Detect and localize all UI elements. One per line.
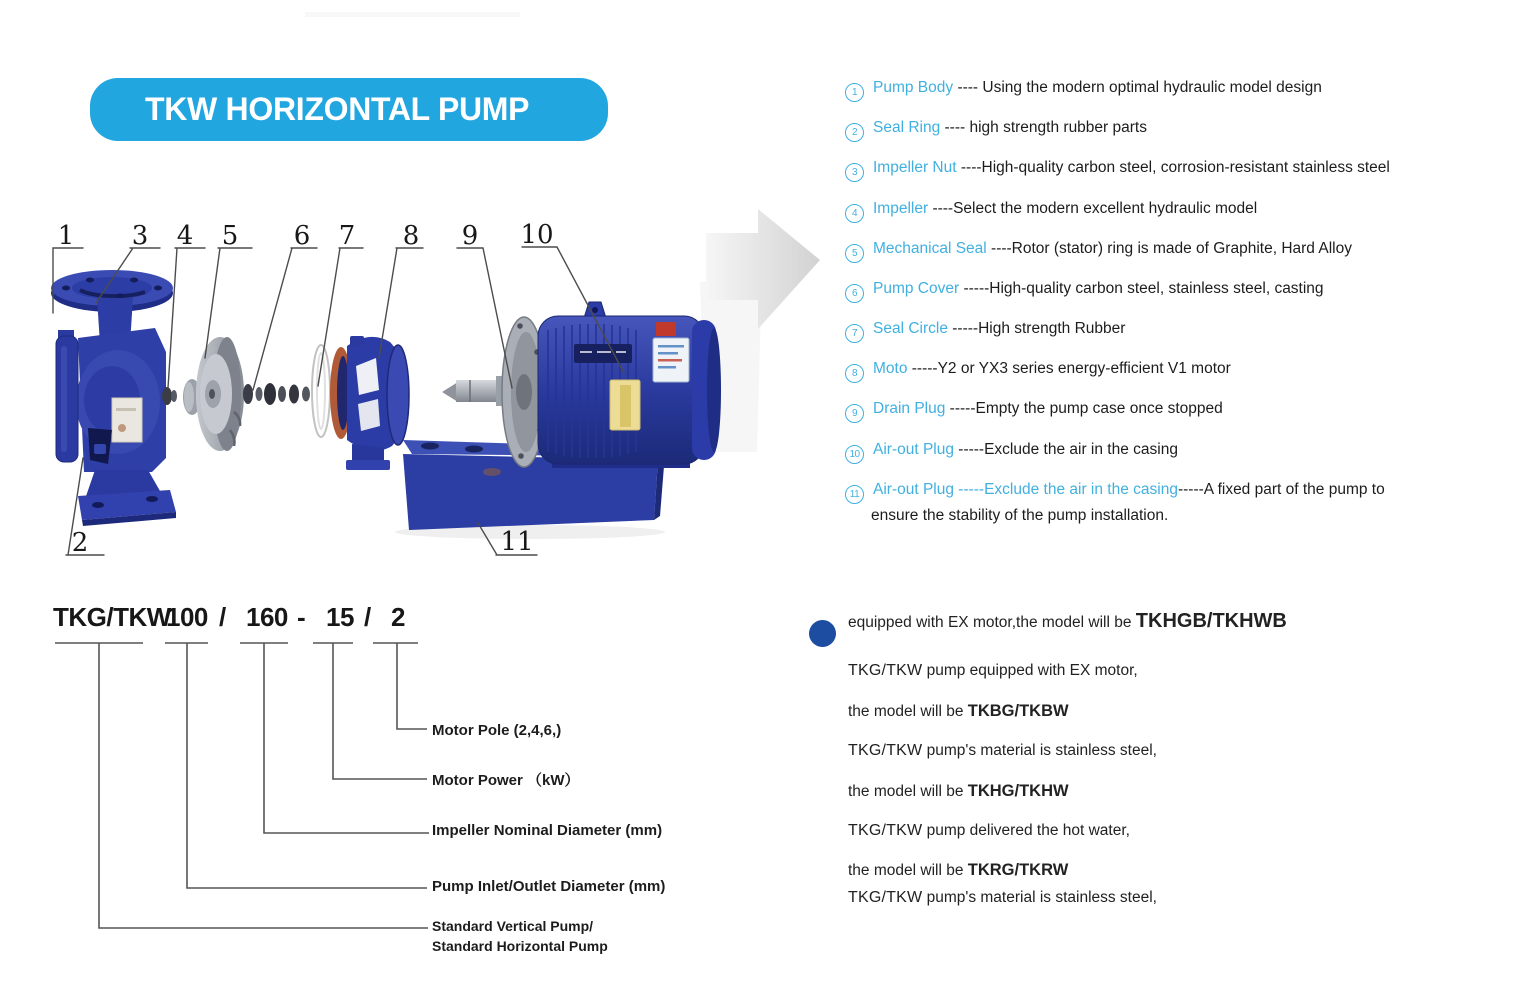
callout-3: 3 xyxy=(131,221,149,251)
bullet-dot xyxy=(809,620,836,647)
part-number-badge: 9 xyxy=(845,404,864,423)
note-line-3: TKG/TKW pump's material is stainless steel, xyxy=(848,742,1157,759)
model-token-slash2: / xyxy=(364,602,371,632)
model-code-connector-lines xyxy=(0,600,470,990)
part-name: Air-out Plug xyxy=(873,441,954,458)
model-token-impeller: 160 xyxy=(246,602,288,632)
callout-1: 1 xyxy=(57,221,75,251)
part-name: Mechanical Seal xyxy=(873,240,987,257)
part-name: Moto xyxy=(873,360,908,377)
model-label-inlet: Pump Inlet/Outlet Diameter (mm) xyxy=(432,878,666,895)
part-number-badge: 6 xyxy=(845,284,864,303)
part-number-badge: 7 xyxy=(845,324,864,343)
note-line-8: equipped with EX motor,the model will be TKHGB/TKHWB xyxy=(848,610,1287,632)
part-row-3 xyxy=(845,158,1390,182)
callout-5: 5 xyxy=(221,221,239,251)
mechanical-seal-parts xyxy=(243,383,310,405)
note-line-4: the model will be TKHG/TKHW xyxy=(848,782,1069,800)
title-banner xyxy=(90,78,608,141)
model-token-power: 15 xyxy=(326,602,354,632)
model-token-inlet: 100 xyxy=(166,602,208,632)
note-line-6: the model will be TKRG/TKRW xyxy=(848,861,1069,879)
part-number-badge: 11 xyxy=(845,485,864,504)
note-line-2: the model will be TKBG/TKBW xyxy=(848,702,1069,720)
part-desc-line2: ensure the stability of the pump installation. xyxy=(871,507,1169,524)
part-row-8 xyxy=(845,359,1231,383)
part-row-1 xyxy=(845,78,1322,102)
callout-2: 2 xyxy=(71,528,89,558)
motor-red-tag xyxy=(656,322,676,336)
note-line-1: TKG/TKW pump equipped with EX motor, xyxy=(848,662,1138,679)
impeller-nut xyxy=(162,387,177,405)
motor xyxy=(502,302,721,468)
seal-ring xyxy=(312,345,330,437)
part-name: Impeller xyxy=(873,200,929,217)
note-line-5: TKG/TKW pump delivered the hot water, xyxy=(848,822,1130,839)
model-token-series: TKG/TKW xyxy=(53,602,171,632)
part-desc: ----High-quality carbon steel, corrosion-resistant stainless steel xyxy=(956,159,1390,176)
callout-9: 9 xyxy=(461,221,479,251)
callout-8: 8 xyxy=(402,221,420,251)
model-label-series-line2: Standard Horizontal Pump xyxy=(432,938,608,954)
part-name: Impeller Nut xyxy=(873,159,957,176)
part-desc: -----Empty the pump case once stopped xyxy=(945,400,1223,417)
part-row-7 xyxy=(845,319,1125,343)
part-number-badge: 4 xyxy=(845,204,864,223)
part-desc: ---- Using the modern optimal hydraulic model design xyxy=(953,79,1322,96)
part-row-5 xyxy=(845,239,1352,263)
part-row-2 xyxy=(845,118,1147,142)
model-token-pole: 2 xyxy=(391,602,405,632)
part-desc: ----Select the modern excellent hydraulic model xyxy=(928,200,1258,217)
part-row-6 xyxy=(845,279,1324,303)
callout-7: 7 xyxy=(338,221,356,251)
callout-11: 11 xyxy=(500,527,534,557)
part-name: Pump Body xyxy=(873,79,954,96)
callout-10: 10 xyxy=(520,220,554,250)
callout-4: 4 xyxy=(176,221,194,251)
part-row-11 xyxy=(845,480,1385,526)
part-desc: ----Rotor (stator) ring is made of Graphite, Hard Alloy xyxy=(986,240,1352,257)
pump-body xyxy=(51,270,176,526)
callout-6: 6 xyxy=(293,221,311,251)
model-token-dash: - xyxy=(297,602,306,632)
pump-cover xyxy=(330,336,409,470)
part-number-badge: 2 xyxy=(845,123,864,142)
parts-list xyxy=(845,70,1505,540)
scan-artifact-line xyxy=(305,12,520,17)
part-desc: ---- high strength rubber parts xyxy=(940,119,1147,136)
note-line-7: TKG/TKW pump's material is stainless steel, xyxy=(848,889,1157,906)
part-name: Seal Circle xyxy=(873,320,948,337)
part-number-badge: 5 xyxy=(845,244,864,263)
page-title: TKW HORIZONTAL PUMP xyxy=(145,91,530,127)
part-desc: -----Y2 or YX3 series energy-efficient V1 motor xyxy=(907,360,1231,377)
model-variant-notes xyxy=(800,610,1500,940)
part-row-10 xyxy=(845,440,1178,464)
part-number-badge: 10 xyxy=(845,445,864,464)
pump-shaft xyxy=(442,376,508,406)
part-desc: -----High strength Rubber xyxy=(947,320,1126,337)
model-label-power: Motor Power （kW） xyxy=(432,772,580,789)
model-label-impeller: Impeller Nominal Diameter (mm) xyxy=(432,822,663,839)
part-desc: -----A fixed part of the pump to xyxy=(1177,481,1385,498)
model-label-series-line1: Standard Vertical Pump/ xyxy=(432,918,594,934)
part-name: Seal Ring xyxy=(873,119,941,136)
part-name: Drain Plug xyxy=(873,400,946,417)
part-desc: -----High-quality carbon steel, stainless steel, casting xyxy=(959,280,1324,297)
part-desc: -----Exclude the air in the casing xyxy=(953,441,1178,458)
exploded-pump-diagram xyxy=(30,195,850,585)
model-token-slash1: / xyxy=(219,602,226,632)
part-number-badge: 8 xyxy=(845,364,864,383)
impeller xyxy=(183,337,244,451)
part-number-badge: 1 xyxy=(845,83,864,102)
part-name: Air-out Plug -----Exclude the air in the casing xyxy=(873,481,1178,498)
motor-nameplate xyxy=(574,344,632,363)
model-label-pole: Motor Pole (2,4,6,) xyxy=(432,722,562,739)
part-row-4 xyxy=(845,199,1257,223)
part-name: Pump Cover xyxy=(873,280,960,297)
part-row-9 xyxy=(845,399,1223,423)
part-number-badge: 3 xyxy=(845,163,864,182)
